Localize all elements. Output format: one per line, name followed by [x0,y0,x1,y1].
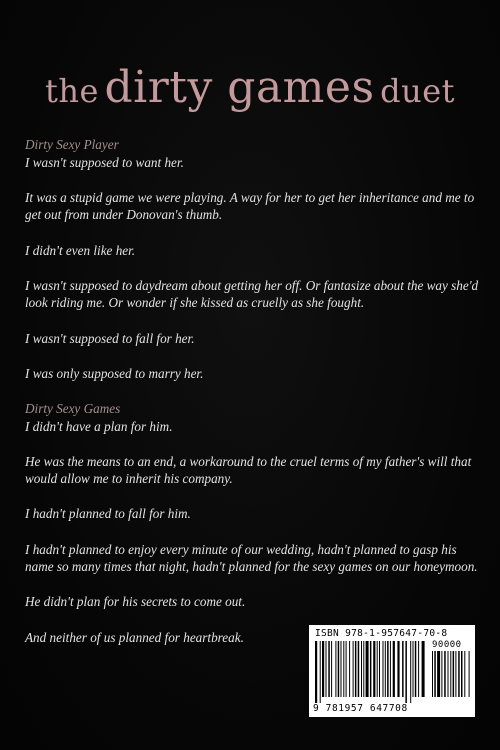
book1-line: I didn't even like her. [25,242,136,258]
book2-line: I hadn't planned to enjoy every minute of our wedding, hadn't planned to gasp his name so many times that night, hadn't planned for the sexy games on our honeymoon. [25,541,478,575]
blurb [25,136,480,664]
book1-line: I was only supposed to marry her. [25,365,204,381]
isbn-label: ISBN 978-1-957647-70-8 [315,628,448,639]
series-title-duet: duet [380,72,456,110]
series-title-dirty-games: dirty games [104,62,375,113]
book2-line: He was the means to an end, a workaround to the cruel terms of my father's will that would allow me to inherit his company. [25,453,472,487]
book2-line: I didn't have a plan for him. [25,418,173,434]
book2-line: And neither of us planned for heartbreak. [25,629,244,645]
book1-title: Dirty Sexy Player [25,137,119,152]
book1-line: I wasn't supposed to want her. [25,154,184,170]
book1-line: I wasn't supposed to fall for her. [25,330,195,346]
barcode-box [309,625,475,717]
book1-line: I wasn't supposed to daydream about getting her off. Or fantasize about the way she'd look riding me. Or wonder if she kissed as cruelly as she fought. [25,277,479,311]
book2-line: I hadn't planned to fall for him. [25,506,191,522]
ean-digits: 9 781957 647708 [313,703,408,714]
book2-title: Dirty Sexy Games [25,400,121,416]
series-title [0,62,500,113]
book1-line: It was a stupid game we were playing. A way for her to get her inheritance and me to get out from under Donovan's thumb. [25,189,475,223]
series-title-the: the [44,72,99,110]
price-code: 90000 [432,640,462,650]
ean-barcode-bars [315,641,427,703]
addon-barcode-bars [432,651,470,703]
book2-line: He didn't plan for his secrets to come out. [25,594,246,610]
